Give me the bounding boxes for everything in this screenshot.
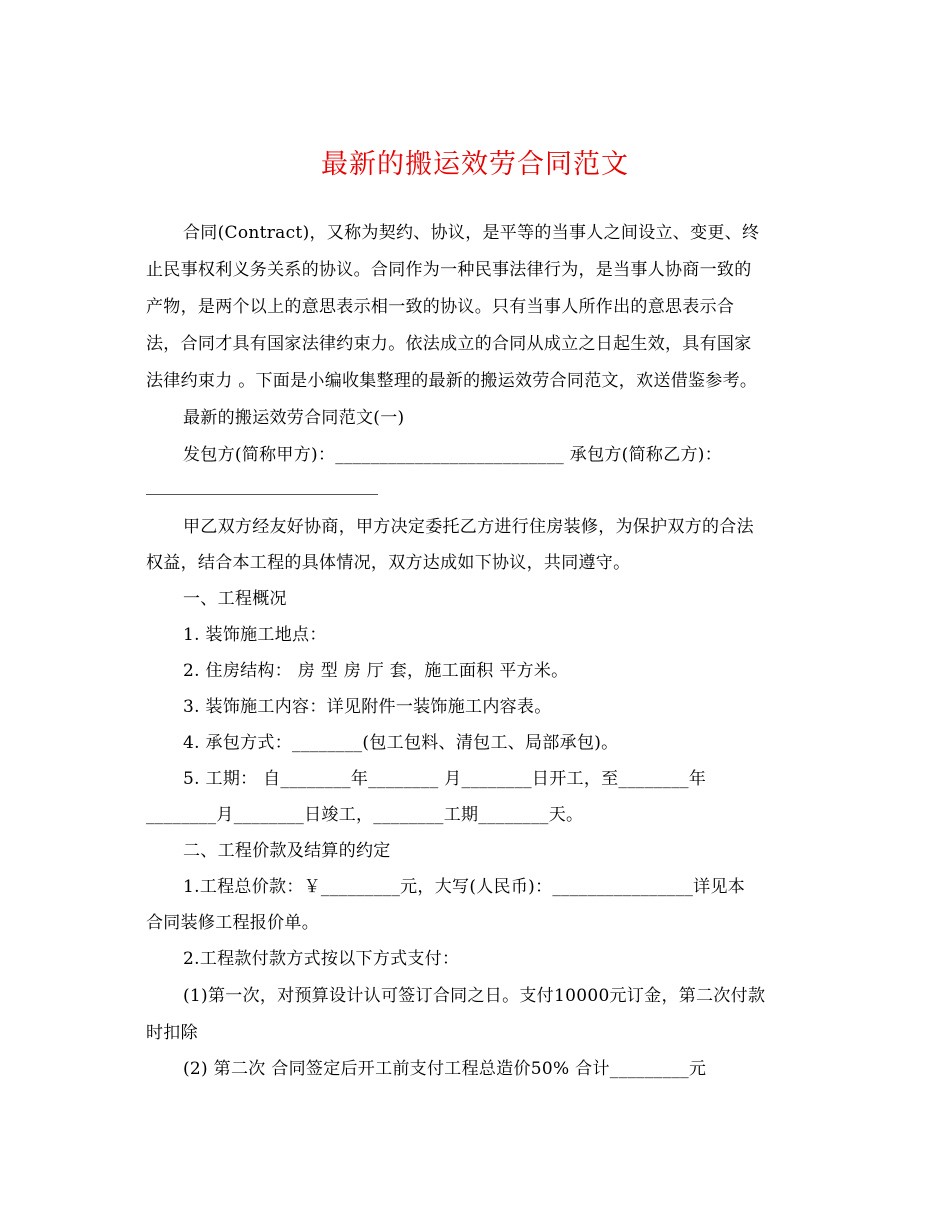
party-b-blank: [146, 494, 378, 495]
payment-2: (2) 第二次 合同签定后开工前支付工程总造价50% 合计_________元: [183, 1059, 707, 1079]
intro-line-1: 合同(Contract)，又称为契约、协议，是平等的当事人之间设立、变更、终: [183, 223, 760, 243]
document-title: 最新的搬运效劳合同范文: [321, 149, 629, 180]
parties-line: 发包方(简称甲方)：__________________________ 承包方(简称乙方)：: [183, 445, 723, 465]
intro-line-4: 法，合同才具有国家法律约束力。依法成立的合同从成立之日起生效，具有国家: [146, 334, 752, 354]
section-2-heading: 二、工程价款及结算的约定: [183, 841, 391, 861]
intro-line-5: 法律约束力 。下面是小编收集整理的最新的搬运效劳合同范文，欢送借鉴参考。: [146, 371, 758, 391]
item-2-1-cont: 合同装修工程报价单。: [146, 913, 319, 933]
item-1-5-cont: ________月________日竣工，________工期________天。: [146, 805, 584, 825]
item-1-5: 5. 工期： 自________年________ 月________日开工，至________年: [183, 769, 707, 789]
item-1-4: 4. 承包方式：________(包工包料、清包工、局部承包)。: [183, 733, 619, 753]
item-2-1: 1.工程总价款：￥_________元，大写(人民币)：________________详见本: [183, 877, 746, 897]
agreement-line-1: 甲乙双方经友好协商，甲方决定委托乙方进行住房装修，为保护双方的合法: [183, 517, 754, 537]
item-1-2: 2. 住房结构： 房 型 房 厅 套，施工面积 平方米。: [183, 661, 569, 681]
item-2-2: 2.工程款付款方式按以下方式支付：: [183, 949, 460, 969]
intro-line-2: 止民事权利义务关系的协议。合同作为一种民事法律行为，是当事人协商一致的: [146, 260, 752, 280]
payment-1-cont: 时扣除: [146, 1023, 198, 1043]
section-1-heading: 一、工程概况: [183, 589, 287, 609]
agreement-line-2: 权益，结合本工程的具体情况，双方达成如下协议，共同遵守。: [146, 553, 631, 573]
item-1-1: 1. 装饰施工地点：: [183, 625, 327, 645]
contract-heading: 最新的搬运效劳合同范文(一): [183, 408, 405, 428]
payment-1: (1)第一次，对预算设计认可签订合同之日。支付10000元订金，第二次付款: [183, 986, 766, 1006]
item-1-3: 3. 装饰施工内容：详见附件一装饰施工内容表。: [183, 697, 552, 717]
intro-line-3: 产物，是两个以上的意思表示相一致的协议。只有当事人所作出的意思表示合: [146, 297, 735, 317]
